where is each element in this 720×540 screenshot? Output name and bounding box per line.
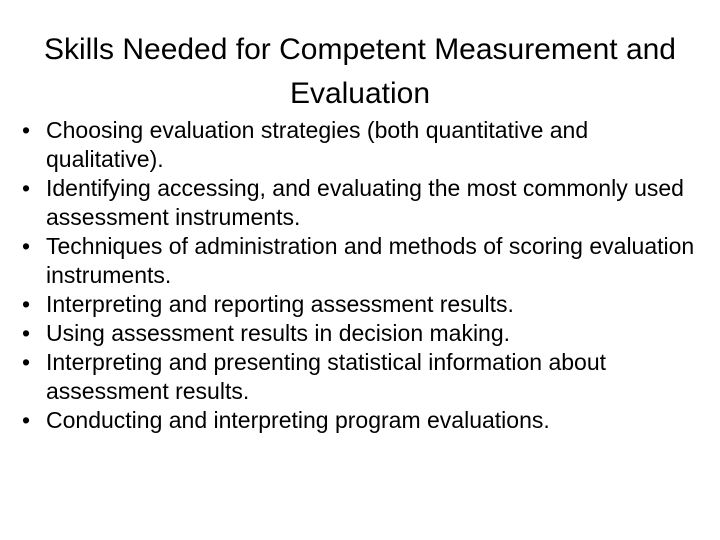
bullet-icon: •	[22, 233, 31, 259]
bullet-text: Conducting and interpreting program evaluations.	[46, 407, 550, 433]
list-item	[22, 406, 698, 435]
bullet-list	[22, 116, 698, 435]
list-item	[22, 319, 698, 348]
bullet-icon: •	[22, 349, 31, 375]
bullet-text: Identifying accessing, and evaluating the most commonly used assessment instruments.	[46, 175, 684, 230]
bullet-text: Interpreting and presenting statistical information about assessment results.	[46, 349, 606, 404]
list-item	[22, 348, 698, 406]
list-item	[22, 174, 698, 232]
bullet-icon: •	[22, 291, 31, 317]
bullet-text: Choosing evaluation strategies (both quantitative and qualitative).	[46, 117, 589, 172]
slide-title: Skills Needed for Competent Measurement and Evaluation	[44, 33, 676, 110]
list-item	[22, 290, 698, 319]
bullet-icon: •	[22, 117, 31, 143]
list-item	[22, 116, 698, 174]
bullet-icon: •	[22, 175, 31, 201]
bullet-text: Interpreting and reporting assessment results.	[46, 291, 514, 317]
bullet-text: Using assessment results in decision making.	[46, 320, 511, 346]
bullet-icon: •	[22, 407, 31, 433]
list-item	[22, 232, 698, 290]
bullet-icon: •	[22, 320, 31, 346]
bullet-text: Techniques of administration and methods of scoring evaluation instruments.	[46, 233, 695, 288]
